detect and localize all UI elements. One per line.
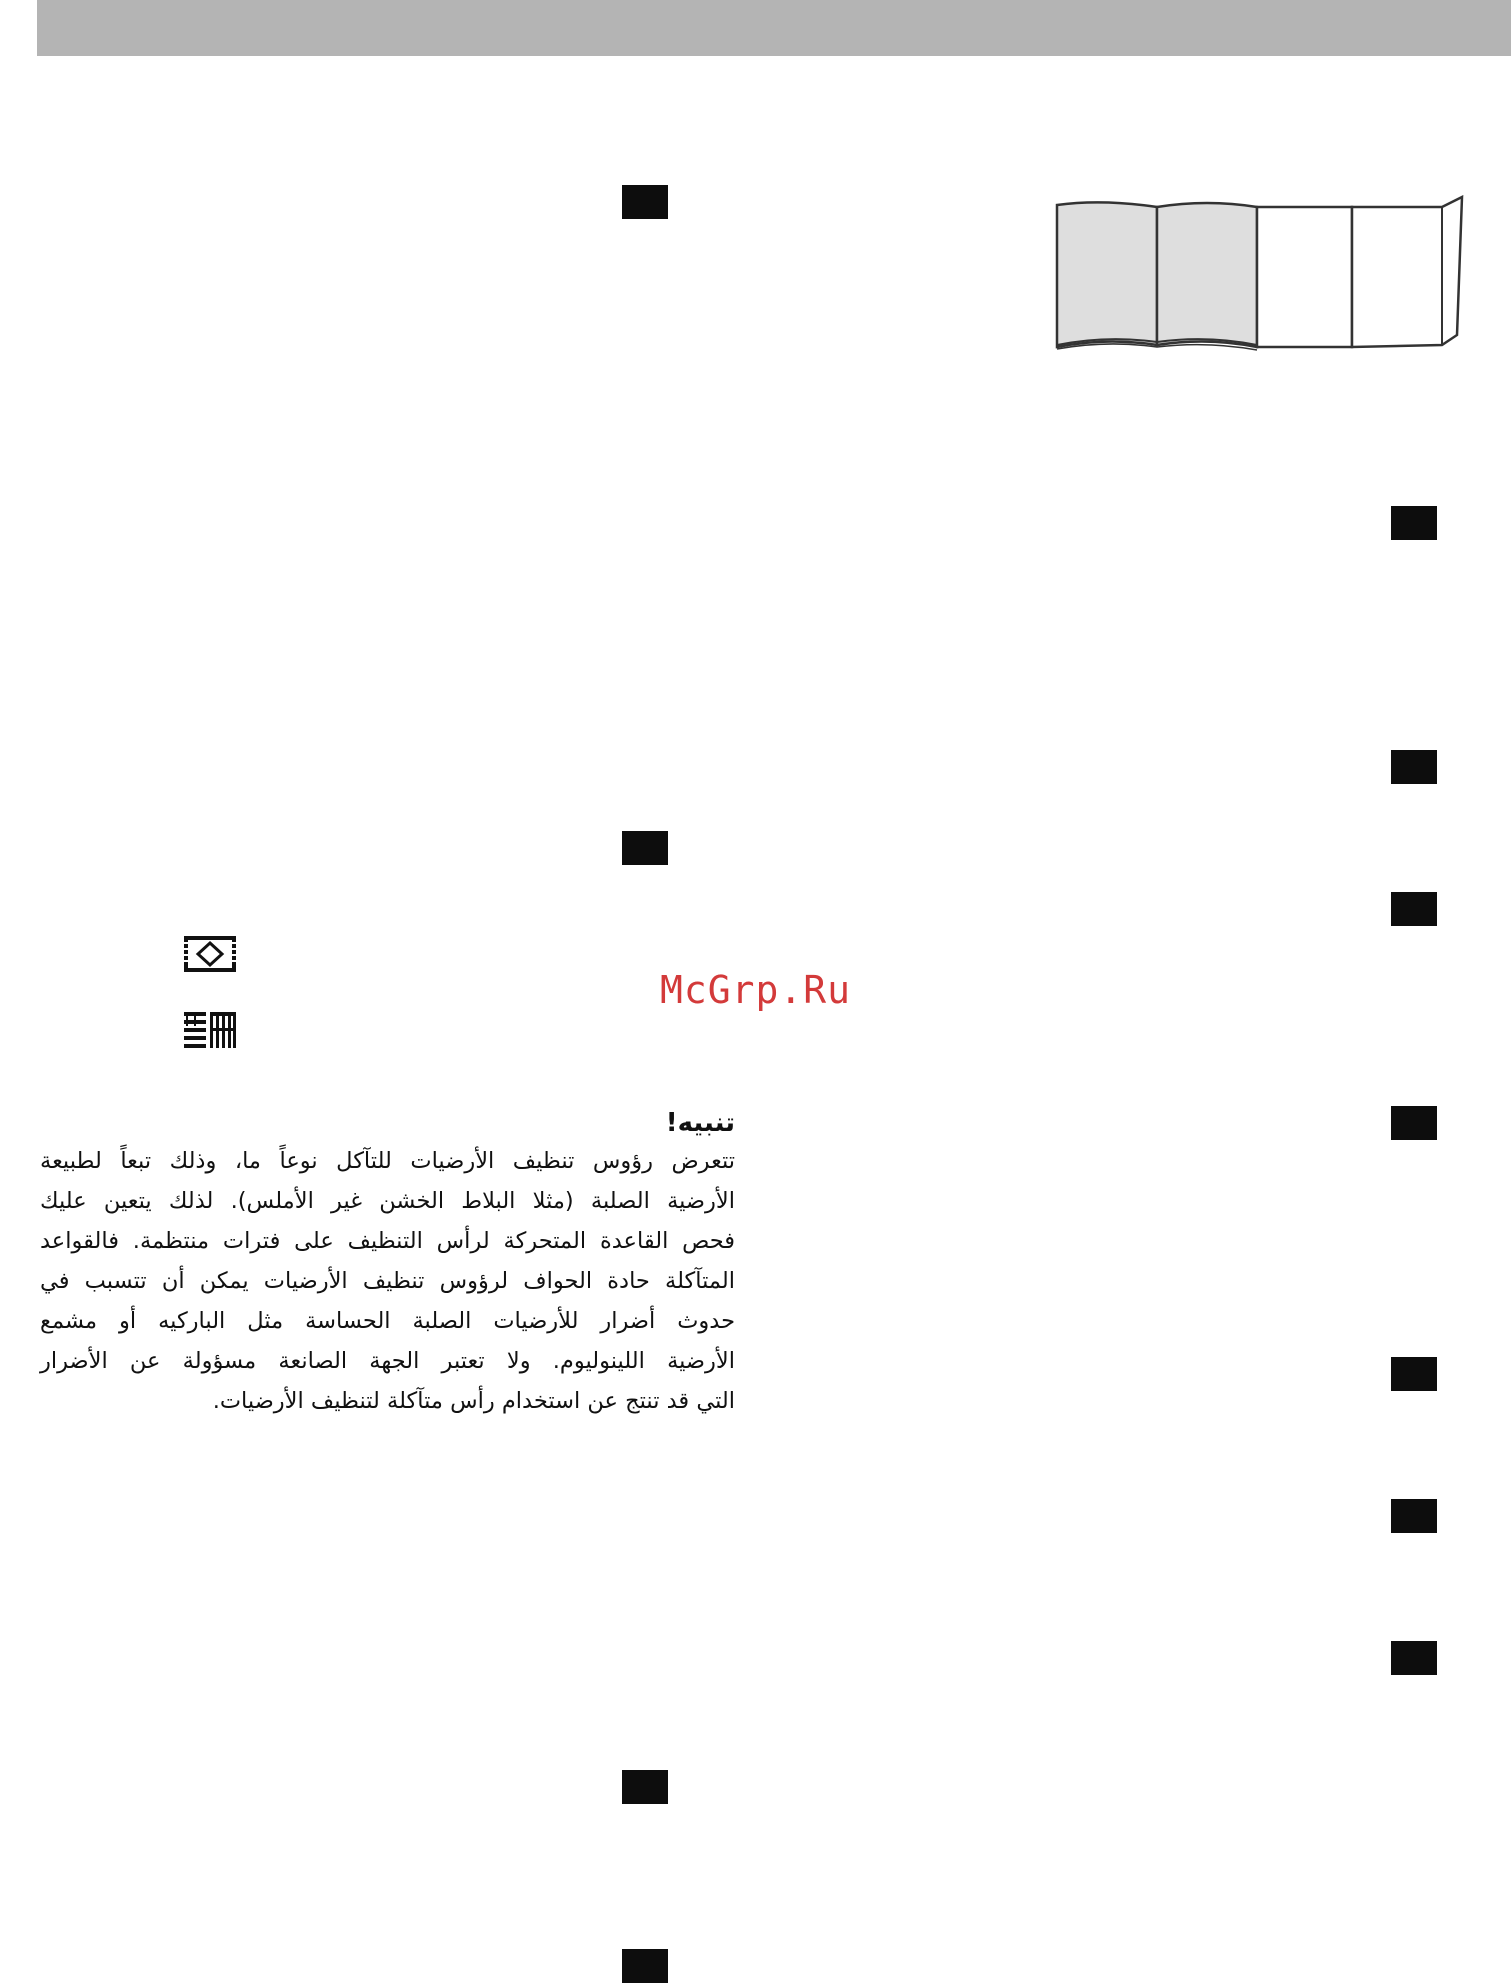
warning-title: تنبيه! xyxy=(665,1108,735,1138)
warning-line: المتآكلة حادة الحواف لرؤوس تنظيف الأرضيات يمكن أن تتسبب في xyxy=(40,1268,735,1294)
header-bar xyxy=(37,0,1511,56)
section-marker xyxy=(1391,750,1437,784)
warning-line: الأرضية الصلبة (مثلا البلاط الخشن غير الأملس). لذلك يتعين عليك xyxy=(40,1188,735,1214)
warning-line: التي قد تنتج عن استخدام رأس متآكلة لتنظيف الأرضيات. xyxy=(212,1388,735,1414)
section-marker xyxy=(622,1949,668,1983)
hard-floor-mode-icon xyxy=(184,1012,236,1048)
section-marker xyxy=(1391,1106,1437,1140)
watermark: McGrp.Ru xyxy=(660,968,852,1012)
section-marker xyxy=(622,185,668,219)
section-marker xyxy=(1391,892,1437,926)
section-marker xyxy=(622,831,668,865)
warning-line: الأرضية اللينوليوم. ولا تعتبر الجهة الصانعة مسؤولة عن الأضرار xyxy=(40,1348,735,1374)
section-marker xyxy=(1391,1641,1437,1675)
carpet-mode-icon xyxy=(184,936,236,972)
warning-block xyxy=(40,1105,735,1421)
folded-manual-icon xyxy=(1052,195,1467,360)
warning-line: فحص القاعدة المتحركة لرأس التنظيف على فترات منتظمة. فالقواعد xyxy=(40,1228,735,1254)
section-marker xyxy=(622,1770,668,1804)
warning-line: تتعرض رؤوس تنظيف الأرضيات للتآكل نوعاً ما، وذلك تبعاً لطبيعة xyxy=(40,1148,735,1174)
warning-line: حدوث أضرار للأرضيات الصلبة الحساسة مثل الباركيه أو مشمع xyxy=(40,1308,735,1334)
section-marker xyxy=(1391,1499,1437,1533)
section-marker xyxy=(1391,1357,1437,1391)
section-marker xyxy=(1391,506,1437,540)
